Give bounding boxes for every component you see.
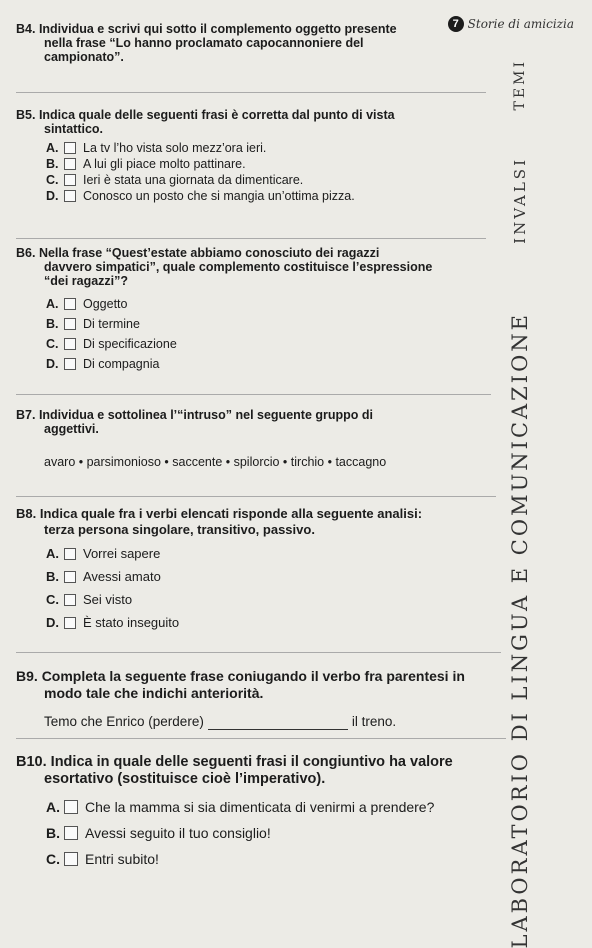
question-text: Individua e sottolinea l’“intruso” nel seguente gruppo di [38, 408, 373, 422]
option-a[interactable]: A. Vorrei sapere [46, 546, 161, 561]
sidebar-tab-invalsi: INVALSI [511, 156, 529, 244]
question-text-line3: “dei ragazzi”? [44, 274, 129, 288]
section-title: Storie di amicizia [467, 17, 574, 31]
divider [16, 496, 496, 497]
checkbox[interactable] [64, 358, 76, 370]
fill-in-sentence: Temo che Enrico (perdere) il treno. [44, 714, 397, 729]
question-number: B10. [16, 754, 47, 770]
checkbox[interactable] [64, 142, 76, 154]
option-a[interactable]: A. Oggetto [46, 297, 128, 311]
adjective-list[interactable]: avaro • parsimonioso • saccente • spilorcio • tirchio • taccagno [44, 455, 387, 469]
divider [16, 394, 491, 395]
option-b[interactable]: B. Avessi amato [46, 569, 161, 584]
checkbox[interactable] [64, 338, 76, 350]
question-b8 [16, 506, 506, 634]
checkbox[interactable] [64, 571, 76, 583]
checkbox[interactable] [64, 548, 76, 560]
option-d[interactable]: D. Conosco un posto che si mangia un’ottima pizza. [46, 189, 355, 203]
checkbox[interactable] [64, 594, 76, 606]
question-text-line2: davvero simpatici”, quale complemento costituisce l’espressione [44, 260, 433, 274]
sidebar-tab-temi: TEMI [512, 59, 528, 111]
checkbox[interactable] [64, 617, 76, 629]
option-d[interactable]: D. Di compagnia [46, 357, 160, 371]
option-b[interactable]: B. A lui gli piace molto pattinare. [46, 157, 246, 171]
question-text-line2: modo tale che indichi anteriorità. [44, 685, 264, 701]
checkbox[interactable] [64, 158, 76, 170]
checkbox[interactable] [64, 298, 76, 310]
option-b[interactable]: B. Di termine [46, 317, 140, 331]
option-c[interactable]: C. Entri subito! [46, 851, 159, 867]
divider [16, 652, 501, 653]
question-number: B6. [16, 246, 36, 260]
question-text: Indica quale delle seguenti frasi è corretta dal punto di vista [38, 108, 395, 122]
question-b9 [16, 668, 506, 730]
section-number-badge: 7 [448, 16, 464, 32]
option-a[interactable]: A. La tv l’ho vista solo mezz’ora ieri. [46, 141, 267, 155]
checkbox[interactable] [64, 852, 78, 866]
option-b[interactable]: B. Avessi seguito il tuo consiglio! [46, 825, 271, 841]
question-text: Indica quale fra i verbi elencati risponde alla seguente analisi: [39, 506, 423, 521]
question-text: Completa la seguente frase coniugando il verbo fra parentesi in [41, 668, 465, 684]
question-text-line2: aggettivi. [44, 422, 99, 436]
option-a[interactable]: A. Che la mamma si sia dimenticata di venirmi a prendere? [46, 799, 435, 815]
question-number: B9. [16, 668, 38, 684]
divider [16, 238, 486, 239]
question-b6 [16, 246, 506, 374]
question-text: Indica in quale delle seguenti frasi il congiuntivo ha valore [50, 754, 453, 770]
question-b10 [16, 754, 506, 872]
question-text-line2: esortativo (sostituisce cioè l’imperativo). [44, 771, 326, 787]
question-b4 [16, 22, 506, 64]
question-b5 [16, 108, 506, 204]
question-b7 [16, 408, 506, 470]
sidebar-tab-laboratorio: LABORATORIO DI LINGUA E COMUNICAZIONE [508, 311, 532, 948]
option-d[interactable]: D. È stato inseguito [46, 615, 180, 630]
question-text: Nella frase “Quest’estate abbiamo conosciuto dei ragazzi [38, 246, 380, 260]
checkbox[interactable] [64, 800, 78, 814]
option-c[interactable]: C. Ieri è stata una giornata da dimenticare. [46, 173, 304, 187]
question-text-line2: sintattico. [44, 122, 104, 136]
question-text: Individua e scrivi qui sotto il complemento oggetto presente [38, 22, 397, 36]
question-number: B4. [16, 22, 36, 36]
option-c[interactable]: C. Di specificazione [46, 337, 177, 351]
question-number: B5. [16, 108, 36, 122]
option-c[interactable]: C. Sei visto [46, 592, 133, 607]
question-text-line2: nella frase “Lo hanno proclamato capocannoniere del [44, 36, 364, 50]
question-text-line3: campionato”. [44, 50, 124, 64]
divider [16, 738, 506, 739]
answer-line[interactable] [16, 92, 486, 93]
fill-in-blank[interactable] [208, 719, 348, 730]
checkbox[interactable] [64, 190, 76, 202]
checkbox[interactable] [64, 318, 76, 330]
question-number: B7. [16, 408, 36, 422]
question-number: B8. [16, 506, 37, 521]
checkbox[interactable] [64, 174, 76, 186]
checkbox[interactable] [64, 826, 78, 840]
question-text-line2: terza persona singolare, transitivo, passivo. [44, 522, 315, 537]
